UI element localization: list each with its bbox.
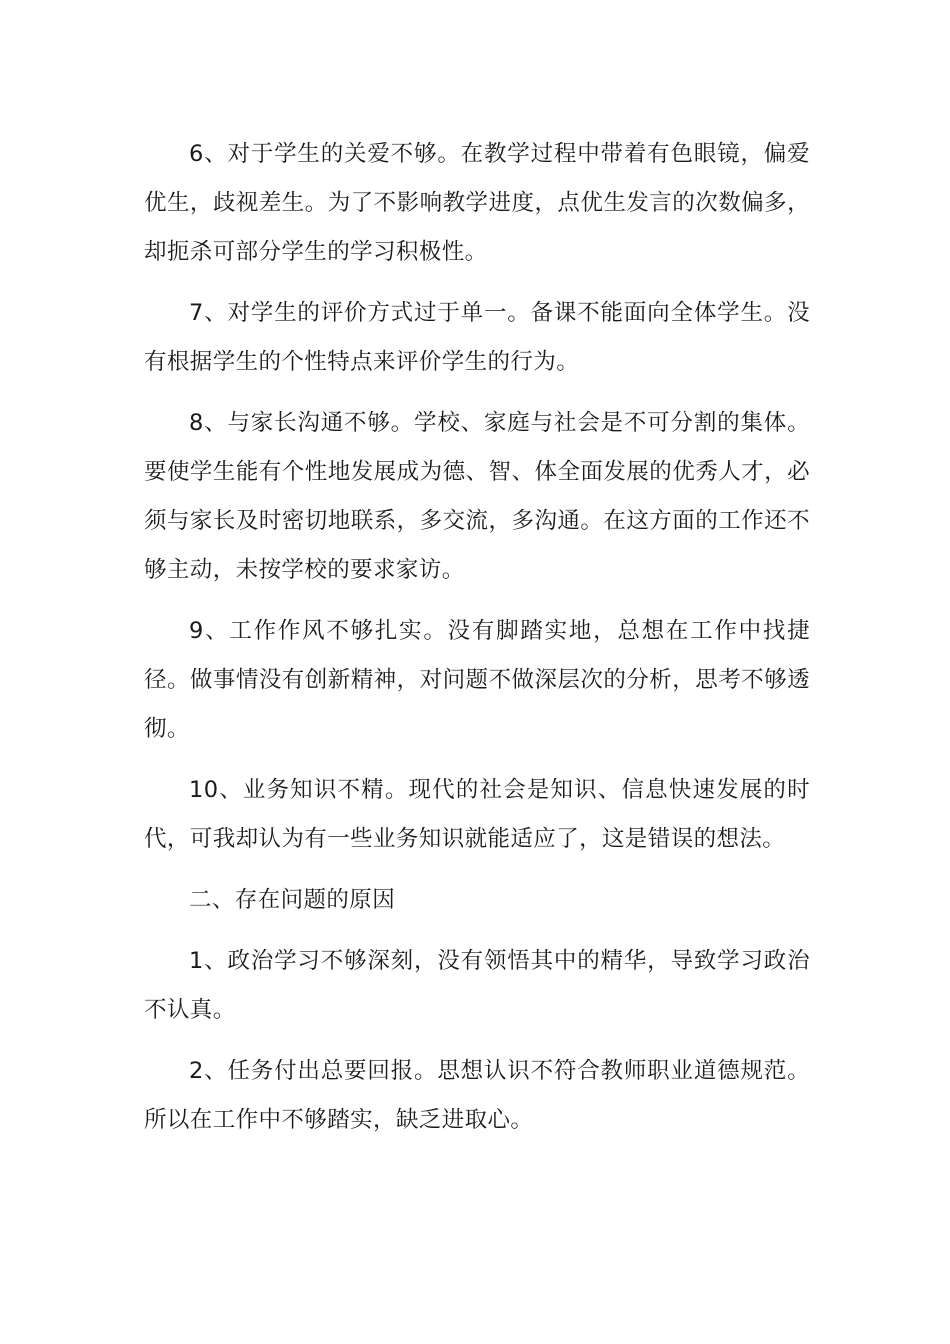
document-body (144, 130, 810, 1157)
cause-item-1: 1、政治学习不够深刻，没有领悟其中的精华，导致学习政治不认真。 (144, 948, 810, 1023)
cause-item-2: 2、任务付出总要回报。思想认识不符合教师职业道德规范。所以在工作中不够踏实，缺乏进取心。 (144, 1058, 810, 1133)
paragraph-item-8: 8、与家长沟通不够。学校、家庭与社会是不可分割的集体。要使学生能有个性地发展成为德、智、体全面发展的优秀人才，必须与家长及时密切地联系，多交流，多沟通。在这方面的工作还不够主动，未按学校的要求家访。 (144, 410, 810, 583)
paragraph-item-10: 10、业务知识不精。现代的社会是知识、信息快速发展的时代，可我却认为有一些业务知识就能适应了，这是错误的想法。 (144, 777, 810, 852)
paragraph-item-9: 9、工作作风不够扎实。没有脚踏实地，总想在工作中找捷径。做事情没有创新精神，对问题不做深层次的分析，思考不够透彻。 (144, 618, 810, 742)
paragraph-item-6: 6、对于学生的关爱不够。在教学过程中带着有色眼镜，偏爱优生，歧视差生。为了不影响教学进度，点优生发言的次数偏多，却扼杀可部分学生的学习积极性。 (144, 141, 810, 265)
paragraph-item-7: 7、对学生的评价方式过于单一。备课不能面向全体学生。没有根据学生的个性特点来评价学生的行为。 (144, 300, 810, 375)
section-heading-causes: 二、存在问题的原因 (189, 887, 396, 913)
